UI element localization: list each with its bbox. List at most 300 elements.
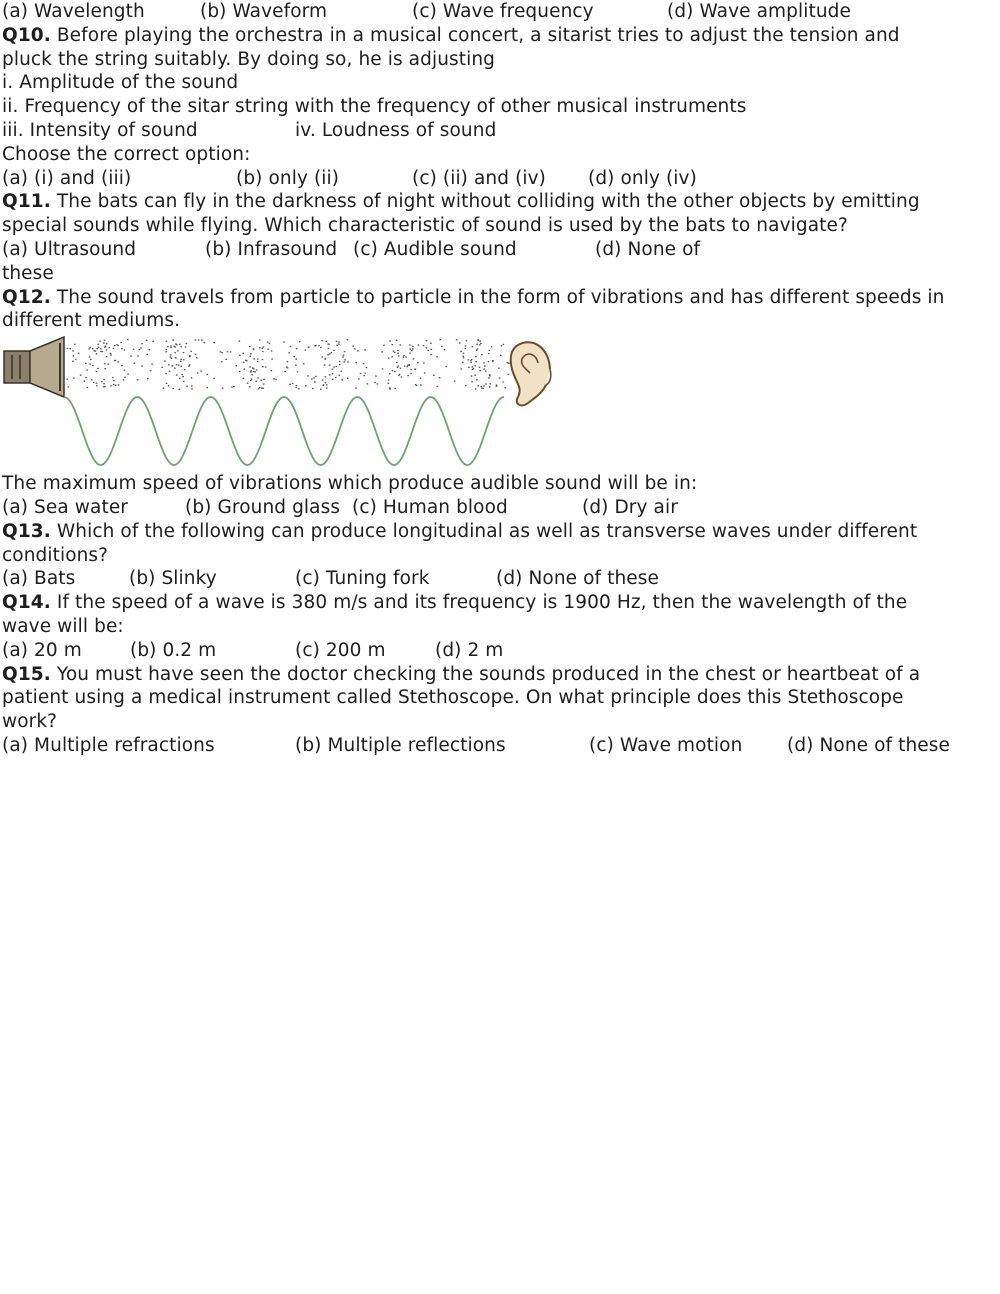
sound-wave-figure: [2, 333, 996, 473]
compression-dot: [189, 364, 191, 365]
compression-dot: [178, 365, 180, 366]
compression-dot: [190, 351, 192, 352]
compression-dot: [67, 348, 69, 349]
compression-dot: [363, 375, 365, 376]
compression-dot: [479, 367, 481, 368]
compression-dot: [396, 362, 398, 363]
compression-dot: [329, 353, 331, 354]
compression-dot: [175, 357, 177, 358]
compression-dot: [460, 351, 462, 352]
q14-option-c: (c) 200 m: [295, 639, 386, 661]
compression-dot: [195, 340, 197, 341]
compression-dot: [96, 371, 98, 372]
q15-option-a: (a) Multiple refractions: [2, 734, 215, 756]
compression-dot: [171, 358, 173, 359]
compression-dot: [410, 369, 412, 370]
compression-dot: [137, 379, 139, 380]
compression-dot: [262, 359, 264, 360]
compression-dot: [420, 378, 422, 379]
compression-dot: [124, 370, 126, 371]
compression-dot: [409, 345, 411, 346]
compression-dot: [259, 340, 261, 341]
compression-dot: [239, 371, 241, 372]
compression-dot: [117, 345, 119, 346]
q13-text-line2: conditions?: [2, 544, 109, 566]
q14-text-line2: wave will be:: [2, 615, 124, 637]
compression-dot: [177, 350, 179, 351]
compression-dot: [312, 388, 314, 389]
compression-dot: [297, 371, 299, 372]
compression-dot: [242, 353, 244, 354]
q13-question: [2, 520, 996, 544]
compression-dot: [430, 343, 432, 344]
compression-dot: [321, 340, 323, 341]
compression-dot: [441, 346, 443, 347]
compression-dot: [147, 378, 149, 379]
compression-dot: [424, 372, 426, 373]
compression-dot: [113, 348, 115, 349]
compression-dot: [296, 387, 298, 388]
compression-dot: [296, 385, 298, 386]
compression-dot: [367, 383, 369, 384]
compression-dot: [395, 388, 397, 389]
compression-dot: [112, 377, 114, 378]
compression-dot: [423, 362, 425, 363]
compression-dot: [466, 340, 468, 341]
compression-dot: [489, 350, 491, 351]
q14-option-d: (d) 2 m: [435, 639, 504, 661]
compression-dot: [505, 387, 507, 388]
compression-dot: [364, 349, 366, 350]
compression-dot: [426, 340, 428, 341]
compression-dot: [250, 380, 252, 381]
compression-dot: [104, 386, 106, 387]
q15-text-line1: You must have seen the doctor checking the sounds produced in the chest or heartbeat of a: [50, 663, 921, 685]
compression-dot: [87, 387, 89, 388]
compression-dot: [463, 357, 465, 358]
compression-dot: [325, 341, 327, 342]
compression-dot: [182, 376, 184, 377]
compression-dot: [476, 344, 478, 345]
compression-dot: [69, 348, 71, 349]
compression-dot: [398, 366, 400, 367]
compression-dot: [75, 359, 77, 360]
compression-dot: [253, 368, 255, 369]
compression-dot: [404, 366, 406, 367]
compression-dot: [185, 346, 187, 347]
q12-question: [2, 286, 996, 310]
compression-dot: [263, 379, 265, 380]
compression-dot: [249, 346, 251, 347]
compression-dot: [477, 348, 479, 349]
compression-dot: [257, 361, 259, 362]
q11-question: [2, 190, 996, 214]
compression-dot: [191, 377, 193, 378]
compression-dot: [123, 379, 125, 380]
compression-dot: [113, 384, 115, 385]
compression-dot: [169, 371, 171, 372]
compression-dot: [484, 366, 486, 367]
compression-dot: [465, 385, 467, 386]
compression-dot: [417, 362, 419, 363]
compression-dot: [151, 364, 153, 365]
compression-dot: [184, 369, 186, 370]
compression-dot: [471, 376, 473, 377]
compression-dot: [397, 353, 399, 354]
worksheet-page: [2, 0, 996, 758]
compression-dot: [221, 361, 223, 362]
q13-options: [2, 567, 996, 591]
compression-dot: [483, 369, 485, 370]
q10-statement-i: i. Amplitude of the sound: [2, 72, 239, 94]
q15-number: Q15.: [2, 663, 51, 685]
compression-dot: [251, 374, 253, 375]
compression-dot: [332, 379, 334, 380]
compression-dot: [152, 341, 154, 342]
q15-question: [2, 663, 996, 687]
compression-dot: [328, 344, 330, 345]
compression-dot: [110, 354, 112, 355]
q14-option-b: (b) 0.2 m: [130, 639, 217, 661]
compression-dot: [315, 376, 317, 377]
compression-dot: [333, 350, 335, 351]
compression-dot: [85, 377, 87, 378]
compression-dot: [206, 387, 208, 388]
compression-dot: [73, 378, 75, 379]
compression-dot: [170, 346, 172, 347]
compression-dot: [271, 370, 273, 371]
compression-dot: [230, 351, 232, 352]
compression-dot: [265, 367, 267, 368]
q12-option-d: (d) Dry air: [582, 496, 678, 518]
compression-dot: [213, 378, 215, 379]
compression-dot: [78, 353, 80, 354]
compression-dot: [358, 379, 360, 380]
compression-dot: [477, 340, 479, 341]
compression-dot: [188, 366, 190, 367]
compression-dot: [360, 373, 362, 374]
compression-dot: [403, 355, 405, 356]
compression-dot: [315, 345, 317, 346]
compression-dot: [399, 345, 401, 346]
compression-dot: [66, 379, 68, 380]
compression-dot: [271, 350, 273, 351]
compression-dot: [343, 355, 345, 356]
compression-dot: [388, 380, 390, 381]
q10-options: [2, 167, 996, 191]
q10-text-line1: Before playing the orchestra in a musical concert, a sitarist tries to adjust the tension and: [50, 24, 900, 46]
compression-dot: [409, 353, 411, 354]
compression-dot: [140, 348, 142, 349]
compression-dot: [290, 346, 292, 347]
compression-dot: [254, 371, 256, 372]
compression-dot: [283, 342, 285, 343]
compression-dot: [258, 388, 260, 389]
compression-dot: [179, 344, 181, 345]
compression-dot: [259, 387, 261, 388]
compression-dot: [245, 360, 247, 361]
q15-text-line2: patient using a medical instrument called Stethoscope. On what principle does this Stethoscope: [2, 687, 904, 709]
compression-dot: [446, 366, 448, 367]
compression-dot: [96, 383, 98, 384]
compression-dot: [482, 388, 484, 389]
compression-dot: [485, 384, 487, 385]
compression-dot: [472, 346, 474, 347]
compression-dot: [336, 345, 338, 346]
compression-dot: [92, 348, 94, 349]
compression-dot: [403, 357, 405, 358]
compression-dot: [207, 374, 209, 375]
compression-dot: [382, 368, 384, 369]
compression-dot: [311, 378, 313, 379]
compression-dot: [239, 341, 241, 342]
compression-dot: [249, 366, 251, 367]
compression-dot: [93, 382, 95, 383]
compression-dot: [431, 349, 433, 350]
compression-dot: [328, 348, 330, 349]
compression-dot: [273, 378, 275, 379]
compression-dot: [262, 366, 264, 367]
compression-dot: [393, 351, 395, 352]
compression-dot: [203, 342, 205, 343]
compression-dot: [174, 346, 176, 347]
compression-dot: [257, 359, 259, 360]
compression-dot: [166, 383, 168, 384]
compression-dot: [314, 381, 316, 382]
compression-dot: [179, 389, 181, 390]
q14-number: Q14.: [2, 592, 51, 614]
compression-dot: [106, 343, 108, 344]
compression-dot: [225, 359, 227, 360]
compression-dot: [470, 360, 472, 361]
compression-dot: [170, 347, 172, 348]
compression-dot: [338, 344, 340, 345]
compression-dot: [305, 350, 307, 351]
compression-dot: [475, 361, 477, 362]
q12-option-a: (a) Sea water: [2, 496, 129, 518]
compression-dot: [344, 351, 346, 352]
compression-dot: [174, 352, 176, 353]
q11-text-line1: The bats can fly in the darkness of night without colliding with the other objects by emitting: [50, 191, 920, 213]
compression-dot: [103, 383, 105, 384]
compression-dot: [329, 365, 331, 366]
compression-dot: [354, 348, 356, 349]
compression-dot: [262, 388, 264, 389]
q14-option-a: (a) 20 m: [2, 639, 82, 661]
compression-dot: [332, 369, 334, 370]
compression-dot: [124, 349, 126, 350]
compression-dot: [471, 359, 473, 360]
q10-prompt: Choose the correct option:: [2, 143, 251, 165]
q15-text-line3: work?: [2, 711, 58, 733]
compression-dot: [423, 345, 425, 346]
q12-text-line1: The sound travels from particle to particle in the form of vibrations and has different speeds in: [50, 286, 945, 308]
compression-dot: [137, 356, 139, 357]
compression-dot: [89, 348, 91, 349]
compression-dot: [295, 365, 297, 366]
compression-dot: [476, 379, 478, 380]
compression-dot: [161, 367, 163, 368]
q12-text-line2: different mediums.: [2, 310, 181, 332]
compression-dot: [110, 353, 112, 354]
compression-dot: [352, 346, 354, 347]
compression-dot: [175, 344, 177, 345]
q10-option-d: (d) only (iv): [588, 167, 697, 189]
compression-dot: [479, 341, 481, 342]
q11-text-line2: special sounds while flying. Which characteristic of sound is used by the bats to navigate?: [2, 215, 848, 237]
compression-dot: [183, 381, 185, 382]
compression-dot: [164, 361, 166, 362]
q14-text-line1: If the speed of a wave is 380 m/s and its frequency is 1900 Hz, then the wavelength of the: [50, 592, 908, 614]
compression-dot: [90, 359, 92, 360]
compression-dot: [127, 374, 129, 375]
q10-statements-iii-iv: [2, 119, 996, 143]
compression-dot: [251, 379, 253, 380]
compression-dot: [308, 347, 310, 348]
compression-dot: [342, 357, 344, 358]
compression-dot: [108, 364, 110, 365]
compression-dot: [267, 349, 269, 350]
compression-dot: [491, 346, 493, 347]
compression-dot: [92, 365, 94, 366]
compression-dot: [253, 371, 255, 372]
compression-dot: [485, 371, 487, 372]
compression-dot: [231, 387, 233, 388]
compression-dot: [325, 382, 327, 383]
compression-dot: [338, 341, 340, 342]
compression-dot: [118, 361, 120, 362]
compression-dot: [480, 370, 482, 371]
compression-dot: [410, 373, 412, 374]
compression-dot: [180, 359, 182, 360]
compression-dot: [324, 365, 326, 366]
compression-dot: [470, 362, 472, 363]
compression-dot: [465, 348, 467, 349]
compression-dot: [104, 368, 106, 369]
compression-dot: [98, 347, 100, 348]
compression-dot: [440, 339, 442, 340]
compression-dot: [263, 384, 265, 385]
compression-dot: [339, 364, 341, 365]
compression-dot: [508, 363, 510, 364]
compression-dot: [147, 354, 149, 355]
compression-dot: [104, 363, 106, 364]
compression-dot: [101, 381, 103, 382]
compression-dot: [170, 354, 172, 355]
compression-dot: [146, 340, 148, 341]
q12-sub-question: The maximum speed of vibrations which produce audible sound will be in:: [2, 473, 698, 495]
compression-dot: [150, 370, 152, 371]
compression-dot: [498, 368, 500, 369]
compression-dot: [68, 386, 70, 387]
compression-dot: [74, 344, 76, 345]
compression-dot: [427, 350, 429, 351]
compression-dot: [420, 385, 422, 386]
compression-dot: [462, 362, 464, 363]
compression-dot: [121, 348, 123, 349]
compression-dot: [468, 367, 470, 368]
compression-dot: [481, 388, 483, 389]
compression-dot: [287, 361, 289, 362]
compression-dot: [141, 366, 143, 367]
compression-dot: [507, 362, 509, 363]
compression-dot: [236, 365, 238, 366]
compression-dot: [197, 373, 199, 374]
q10-option-b: (b) only (ii): [236, 167, 340, 189]
compression-dot: [186, 386, 188, 387]
q12-options: [2, 496, 996, 520]
compression-dot: [213, 342, 215, 343]
compression-dot: [261, 388, 263, 389]
compression-dot: [182, 374, 184, 375]
compression-dot: [172, 388, 174, 389]
compression-dot: [413, 358, 415, 359]
compression-dot: [480, 343, 482, 344]
compression-dot: [412, 348, 414, 349]
compression-dot: [253, 349, 255, 350]
compression-dot: [503, 382, 505, 383]
compression-dot: [171, 365, 173, 366]
q10-statement-iv: iv. Loudness of sound: [295, 119, 497, 141]
sound-wave-diagram: [2, 333, 996, 473]
compression-dot: [411, 350, 413, 351]
compression-dot: [489, 383, 491, 384]
compression-dot: [335, 377, 337, 378]
q13-option-d: (d) None of these: [496, 568, 659, 590]
compression-dot: [322, 380, 324, 381]
compression-dot: [141, 343, 143, 344]
compression-dot: [139, 349, 141, 350]
compression-dot: [344, 359, 346, 360]
compression-dot: [94, 350, 96, 351]
q9-option-a: (a) Wavelength: [2, 1, 145, 22]
q15-option-d: (d) None of these: [787, 734, 950, 756]
compression-dot: [106, 356, 108, 357]
compression-dot: [347, 378, 349, 379]
compression-dot: [149, 349, 151, 350]
compression-dot: [99, 341, 101, 342]
compression-dot: [109, 347, 111, 348]
transverse-wave-line: [64, 397, 504, 465]
compression-dot: [475, 356, 477, 357]
compression-dot: [389, 387, 391, 388]
compression-dot: [347, 362, 349, 363]
compression-dot: [247, 383, 249, 384]
compression-dot: [394, 371, 396, 372]
compression-dot: [341, 371, 343, 372]
compression-dot: [399, 374, 401, 375]
compression-dot: [456, 339, 458, 340]
compression-dot: [331, 352, 333, 353]
q10-statement-ii: ii. Frequency of the sitar string with the frequency of other musical instruments: [2, 96, 747, 118]
compression-dot: [410, 349, 412, 350]
compression-dot: [461, 368, 463, 369]
compression-dot: [262, 351, 264, 352]
compression-dot: [496, 386, 498, 387]
compression-dot: [186, 343, 188, 344]
compression-dot: [347, 339, 349, 340]
compression-dot: [166, 341, 168, 342]
compression-dot: [181, 366, 183, 367]
compression-dot: [298, 388, 300, 389]
compression-dot: [72, 350, 74, 351]
compression-dot: [239, 355, 241, 356]
q13-number: Q13.: [2, 520, 51, 542]
compression-dot: [365, 373, 367, 374]
compression-dot: [389, 373, 391, 374]
compression-dot: [320, 347, 322, 348]
compression-dot: [412, 346, 414, 347]
